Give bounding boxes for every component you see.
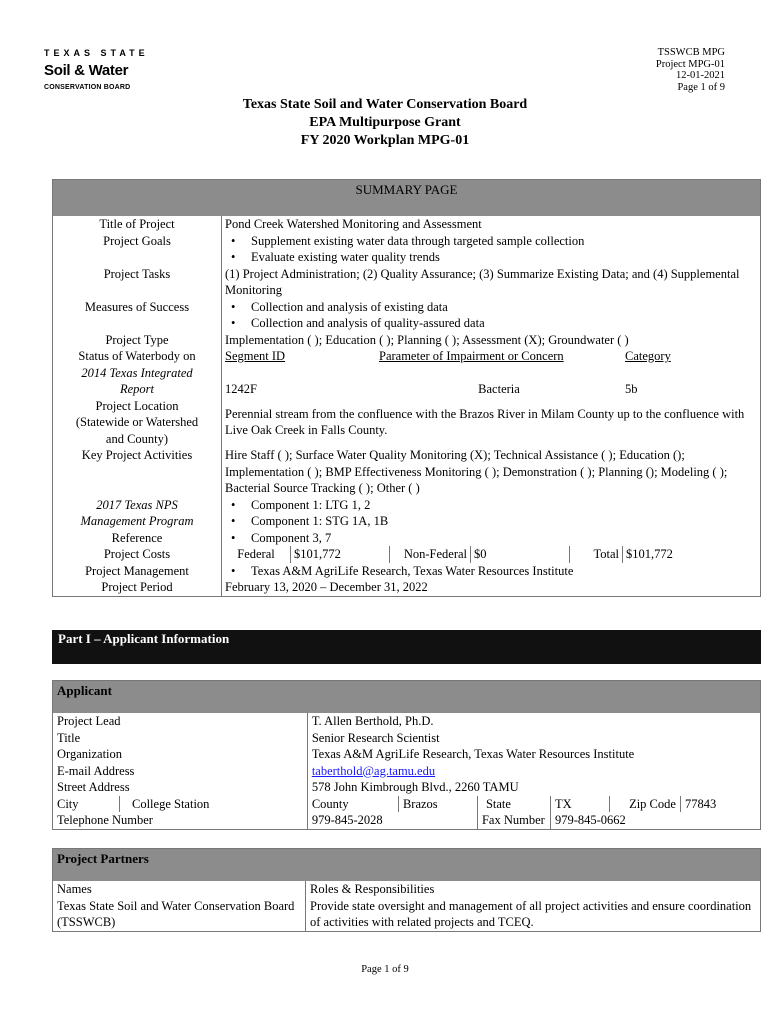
zip-label: Zip Code: [609, 796, 680, 813]
list-item: • Texas A&M AgriLife Research, Texas Water Resources Institute: [225, 563, 756, 580]
phone-label: Telephone Number: [53, 812, 308, 829]
segment-id-header: Segment ID: [225, 349, 286, 363]
tasks-value: (1) Project Administration; (2) Quality Assurance; (3) Summarize Existing Data; and (4) Supplemental Monitoring: [225, 266, 740, 297]
zip-value: 77843: [684, 796, 717, 811]
doc-code: TSSWCB MPG: [657, 47, 725, 58]
type-label: Project Type: [53, 332, 222, 349]
parameter-value: Bacteria: [478, 381, 520, 396]
summary-table: [52, 179, 761, 597]
org-label: Organization: [53, 746, 308, 763]
doc-project: Project MPG-01: [655, 58, 725, 70]
measures-list: [225, 299, 756, 332]
email-label: E-mail Address: [53, 763, 308, 780]
title-line2: EPA Multipurpose Grant: [309, 115, 461, 130]
type-value: Implementation ( ); Education ( ); Planning ( ); Assessment (X); Groundwater ( ): [225, 332, 629, 347]
location-label-line3: and County): [105, 431, 169, 446]
street-value: 578 John Kimbrough Blvd., 2260 TAMU: [311, 780, 519, 794]
federal-label: Federal: [222, 546, 291, 563]
applicant-title-label: Title: [53, 730, 308, 747]
nps-label-line2: Management Program: [80, 514, 194, 528]
status-label-line2: 2014 Texas Integrated: [81, 365, 193, 380]
document-header-info: [656, 47, 725, 93]
activities-label: Key Project Activities: [53, 447, 222, 497]
tasks-label: Project Tasks: [53, 266, 222, 299]
county-value: Brazos: [398, 796, 477, 813]
location-label: [53, 398, 222, 448]
list-item: • Component 1: LTG 1, 2: [225, 497, 756, 514]
location-label-line2: (Statewide or Watershed: [75, 415, 199, 429]
list-item: • Component 1: STG 1A, 1B: [225, 513, 756, 530]
nps-label-line1: 2017 Texas NPS: [96, 497, 178, 512]
doc-page: Page 1 of 9: [677, 81, 725, 93]
roles-header: Roles & Responsibilities: [310, 882, 435, 896]
category-value: 5b: [625, 381, 638, 396]
title-label: Title of Project: [53, 216, 222, 233]
logo-line2: Soil & Water: [44, 62, 129, 79]
parameter-header: Parameter of Impairment or Concern: [379, 349, 564, 363]
status-label-line3: Report: [119, 382, 155, 396]
period-label: Project Period: [53, 579, 222, 596]
logo-line3: CONSERVATION BOARD: [44, 84, 131, 91]
street-label: Street Address: [53, 779, 308, 796]
summary-heading: SUMMARY PAGE: [53, 180, 761, 217]
city-label: City: [53, 796, 120, 813]
city-value: College Station: [120, 796, 308, 813]
title-value: Pond Creek Watershed Monitoring and Assessment: [225, 217, 482, 231]
total-value: $101,772: [626, 547, 673, 561]
nonfederal-label: Non-Federal: [390, 546, 471, 563]
applicant-title-value: Senior Research Scientist: [311, 730, 440, 745]
activities-value: Hire Staff ( ); Surface Water Quality Monitoring (X); Technical Assistance ( ); Education (); Implementation ( ); BMP Effectiveness Monitoring ( ); Demonstration ( ); Planning (); Modeling ( ); Bacterial Source Tracking ( ); Other ( ): [225, 448, 728, 495]
category-header: Category: [625, 349, 671, 363]
management-list: [225, 563, 756, 580]
applicant-heading: Applicant: [53, 681, 761, 714]
list-item: • Evaluate existing water quality trends: [225, 249, 756, 266]
list-item: • Component 3, 7: [225, 530, 756, 547]
names-header: Names: [53, 881, 306, 898]
partners-heading: Project Partners: [53, 849, 761, 882]
part1-heading: [52, 630, 761, 664]
phone-value: 979-845-2028: [307, 812, 477, 829]
total-label: Total: [570, 546, 623, 563]
lead-value: T. Allen Berthold, Ph.D.: [311, 714, 434, 728]
page-footer: Page 1 of 9: [361, 964, 409, 975]
county-label: County: [307, 796, 398, 813]
nps-list: [225, 497, 756, 547]
state-label: State: [477, 796, 550, 813]
nps-label: [53, 497, 222, 547]
state-value: TX: [550, 796, 609, 813]
doc-date: 12-01-2021: [676, 70, 725, 81]
costs-table: [222, 546, 760, 563]
fax-value: 979-845-0662: [554, 813, 626, 827]
list-item: • Supplement existing water data through targeted sample collection: [225, 233, 756, 250]
partner-role: Provide state oversight and management of all project activities and ensure coordination of activities with related projects and TCEQ.: [310, 898, 752, 929]
goals-label: Project Goals: [53, 233, 222, 266]
period-value: February 13, 2020 – December 31, 2022: [225, 580, 428, 594]
nonfederal-value: $0: [471, 546, 570, 563]
costs-label: Project Costs: [53, 546, 222, 563]
applicant-table: [52, 680, 761, 830]
logo-line1: TEXAS STATE: [44, 48, 149, 58]
waterbody-status-table: [222, 348, 760, 397]
location-label-line1: Project Location: [95, 398, 179, 413]
email-link[interactable]: taberthold@ag.tamu.edu: [311, 763, 436, 778]
management-label: Project Management: [53, 563, 222, 580]
status-label: [53, 348, 222, 398]
org-value: Texas A&M AgriLife Research, Texas Water Resources Institute: [311, 747, 635, 761]
page-title: [0, 96, 770, 150]
goals-list: [225, 233, 756, 266]
list-item: • Collection and analysis of quality-assured data: [225, 315, 756, 332]
status-label-line1: Status of Waterbody on: [78, 349, 196, 363]
list-item: • Collection and analysis of existing data: [225, 299, 756, 316]
federal-value: $101,772: [291, 546, 390, 563]
nps-label-line3: Reference: [111, 530, 163, 545]
measures-label: Measures of Success: [53, 299, 222, 332]
part1-heading-text: Part I – Applicant Information: [58, 631, 230, 646]
lead-label: Project Lead: [53, 713, 308, 730]
segment-id-value: 1242F: [225, 381, 257, 396]
title-line3: FY 2020 Workplan MPG-01: [300, 133, 470, 148]
fax-label: Fax Number: [477, 812, 550, 829]
partner-name: Texas State Soil and Water Conservation Board (TSSWCB): [53, 898, 306, 932]
partners-table: [52, 848, 761, 932]
title-line1: Texas State Soil and Water Conservation Board: [242, 97, 528, 112]
location-value: Perennial stream from the confluence with the Brazos River in Milam County up to the confluence with Live Oak Creek in Falls County.: [225, 406, 745, 438]
